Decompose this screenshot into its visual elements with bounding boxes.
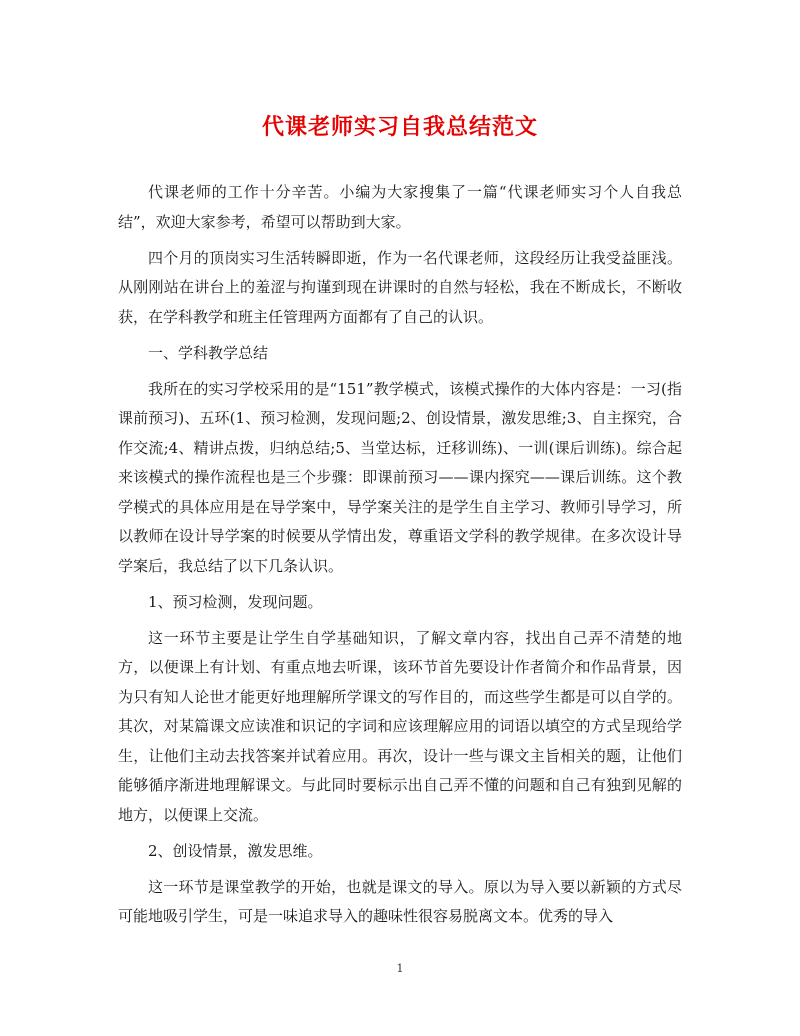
document-body [118, 178, 682, 938]
subsection-heading-2: 2、创设情景，激发思维。 [148, 841, 323, 860]
preview-check-paragraph: 这一环节主要是让学生自学基础知识，了解文章内容，找出自己弄不清楚的地方，以便课上有计划、有重点地去听课，该环节首先要设计作者简介和作品背景，因为只有知人论世才能更好地理解所学课文的写作目的，而这些学生都是可以自学的。其次，对某篇课文应读准和识记的字词和应该理解应用的词语以填空的方式呈现给学生，让他们主动去找答案并试着应用。再次，设计一些与课文主旨相关的题，让他们能够循序渐进地理解课文。与此同时要标示出自己弄不懂的问题和自己有独到见解的地方，以便课上交流。 [118, 628, 682, 824]
page-number: 1 [396, 962, 404, 975]
intro-paragraph: 代课老师的工作十分辛苦。小编为大家搜集了一篇“代课老师实习个人自我总结”，欢迎大家参考，希望可以帮助到大家。 [118, 183, 682, 231]
section-heading: 一、学科教学总结 [148, 343, 269, 362]
document-title: 代课老师实习自我总结范文 [261, 114, 538, 140]
scenario-paragraph: 这一环节是课堂教学的开始，也就是课文的导入。原以为导入要以新颖的方式尽可能地吸引学生，可是一味追求导入的趣味性很容易脱离文本。优秀的导入 [118, 877, 682, 925]
subsection-heading-1: 1、预习检测，发现问题。 [148, 592, 323, 611]
teaching-model-paragraph: 我所在的实习学校采用的是“151”教学模式，该模式操作的大体内容是：一习(指课前预习)、五环(1、预习检测，发现问题;2、创设情景，激发思维;3、自主探究，合作交流;4、精讲点拨，归纳总结;5、当堂达标，迁移训练)、一训(课后训练)。综合起来该模式的操作流程也是三个步骤：即课前预习——课内探究——课后训练。这个教学模式的具体应用是在导学案中，导学案关注的是学生自主学习、教师引导学习，所以教师在设计导学案的时候要从学情出发，尊重语文学科的教学规律。在多次设计导学案后，我总结了以下几条认识。 [118, 379, 682, 575]
overview-paragraph: 四个月的顶岗实习生活转瞬即逝，作为一名代课老师，这段经历让我受益匪浅。从刚刚站在讲台上的羞涩与拘谨到现在讲课时的自然与轻松，我在不断成长，不断收获，在学科教学和班主任管理两方面都有了自己的认识。 [118, 248, 682, 326]
